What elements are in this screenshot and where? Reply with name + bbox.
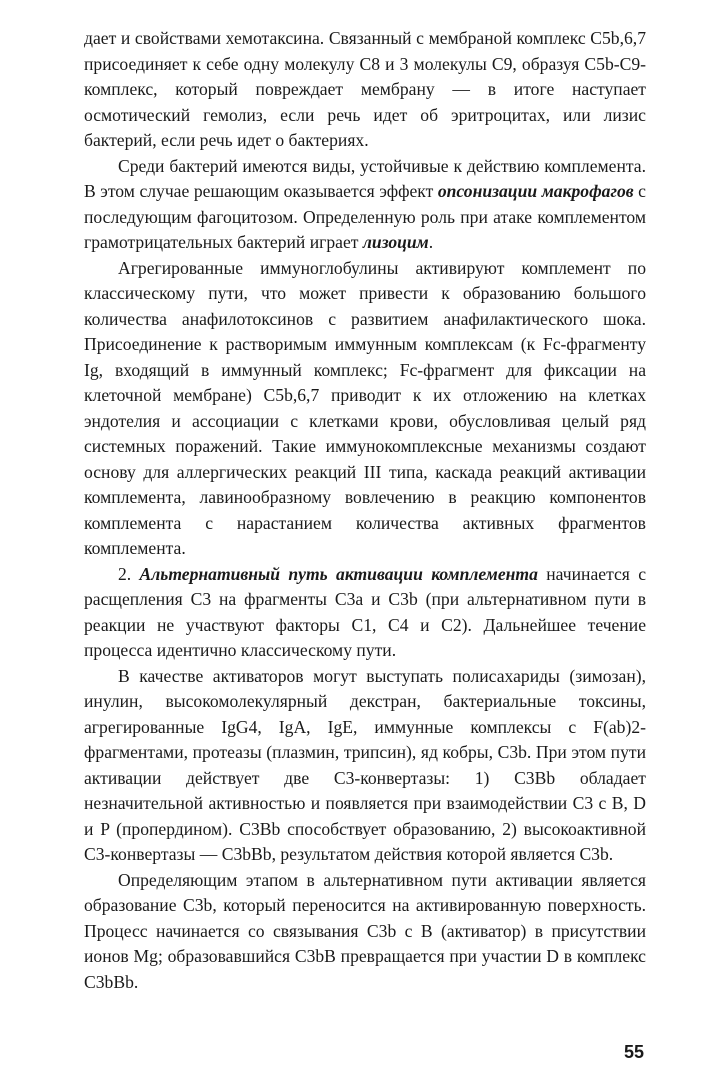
text-run: . [428,232,434,252]
text-run: 2. [118,563,140,584]
emphasized-term: Альтернативный путь активации комплемента [139,563,538,584]
text-run: Определяющим этапом в альтернативном пути активации является образование C3b, который переносится на активированную поверхность. Процесс начинается со связывания C3b с B (активатор) в присутствии ионов Mg; образовавшийся C3bB превращается при участии D в комплекс C3bBb. [84,869,646,992]
emphasized-term: лизоцим [362,232,429,252]
text-run: дает и свойствами хемотаксина. Связанный с мембраной комплекс C5b,6,7 присоединяет к себе одну молекулу C8 и 3 молекулы C9, образуя C5b-C9-комплекс, который повреждает мембрану — в итоге наступает осмотический гемолиз, если речь идет об эритроцитах, или лизис бактерий, если речь идет о бактериях. [84,28,646,150]
page-number: 55 [623,1042,644,1062]
text-run: Агрегированные иммуноглобулины активируют комплемент по классическому пути, что может привести к образованию большого количества анафилотоксинов с развитием анафилактического шока. Присоединение к растворимым иммунным комплексам (к Fc-фрагменту Ig, входящий в иммунный комплекс; Fc-фрагмент для фиксации на клеточной мембране) C5b,6,7 приводит к их отложению на клетках эндотелия и ассоциации с клетками крови, обусловливая целый ряд системных поражений. Такие иммунокомплексные механизмы создают основу для аллергических реакций III типа, каскада реакций активации комплемента, лавинообразному вовлечению в реакцию компонентов комплемента с нарастанием количества активных фрагментов комплемента. [84,257,646,558]
text-run: начинается с расщепления C3 на фрагменты C3a и C3b (при альтернативном пути в реакции не участвуют факторы C1, C4 и C2). Дальнейшее течение процесса идентично классическому пути. [84,563,647,660]
text-run: Среди бактерий имеются виды, устойчивые к действию комплемента. В этом случае решающим оказывается эффект [84,155,646,201]
paragraph [84,562,646,664]
paragraph [84,26,646,154]
paragraph [84,256,646,562]
paragraph [84,664,646,868]
text-run: В качестве активаторов могут выступать полисахариды (зимозан), инулин, высокомолекулярный декстран, бактериальные токсины, агрегированные IgG4, IgA, IgE, иммунные комплексы с F(ab)2-фрагментами, протеазы (плазмин, трипсин), яд кобры, C3b. При этом пути активации действует две C3-конвертазы: 1) C3Bb обладает незначительной активностью и появляется при взаимодействии C3 с B, D и P (пропердином). C3Bb способствует образованию, 2) высокоактивной C3-конвертазы — C3bBb, результатом действия которой является C3b. [84,665,646,864]
paragraph [84,868,646,996]
paragraph [84,154,646,256]
text-run: с последующим фагоцитозом. Определенную роль при атаке комплементом грамотрицательных бактерий играет [84,181,646,252]
emphasized-term: опсонизации макрофагов [437,181,634,201]
body-text [84,26,646,995]
